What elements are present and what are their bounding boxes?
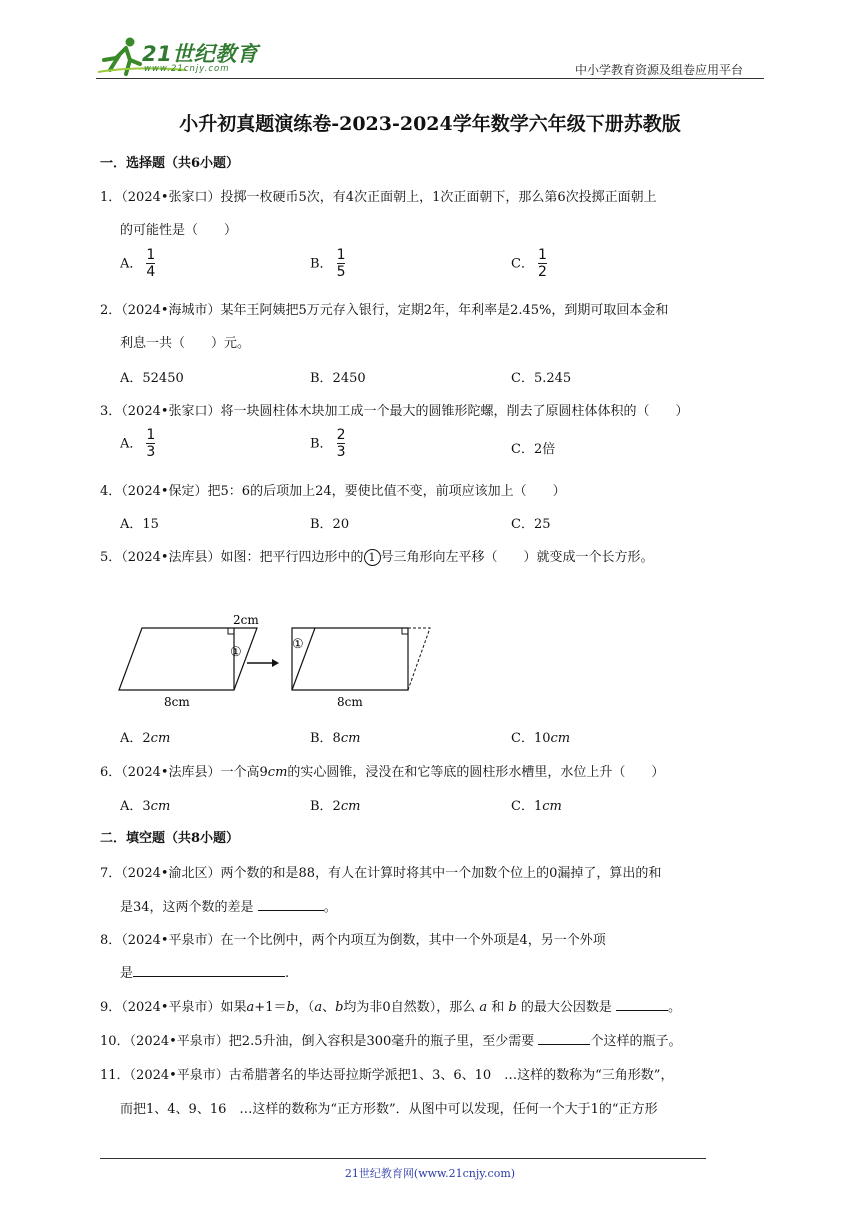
option-value: B．8 — [310, 731, 341, 746]
variable: a — [314, 1000, 323, 1015]
q6-option-c[interactable] — [511, 795, 562, 814]
variable: a — [479, 1000, 488, 1015]
fraction — [337, 428, 346, 460]
q9-text: ，（ — [294, 1000, 315, 1015]
option-value: A．3 — [120, 799, 151, 814]
variable: b — [286, 1000, 295, 1015]
q1-option-a[interactable] — [120, 248, 155, 280]
option-value: B．2 — [310, 799, 341, 814]
q9-text: 的最大公因数是 — [520, 1000, 612, 1015]
q1-stem-line2: 的可能性是（ ） — [120, 223, 238, 238]
fraction-denominator: 3 — [336, 444, 346, 460]
unit: cm — [340, 731, 361, 746]
logo-text: 21世纪教育 — [142, 42, 259, 66]
q9-text: 均为非0自然数），那么 — [343, 1000, 476, 1015]
fraction-numerator: 2 — [336, 427, 346, 443]
q10-stem — [100, 1030, 681, 1049]
q7-stem-line2 — [120, 896, 337, 915]
fraction-numerator: 1 — [537, 247, 547, 263]
fraction — [337, 248, 346, 280]
q8-stem-text: 是 — [120, 966, 134, 981]
right-angle-mark — [402, 628, 408, 634]
q5-option-c[interactable] — [511, 727, 570, 746]
q2-option-c[interactable]: C．5.245 — [511, 371, 572, 386]
q11-stem-line1: 11．（2024•平泉市）古希腊著名的毕达哥拉斯学派把1、3、6、10 …这样的数称为“三角形数”， — [100, 1068, 674, 1083]
fig-base-label-left: 8cm — [164, 695, 190, 709]
q9-text: 9．（2024•平泉市）如果 — [100, 1000, 247, 1015]
q2-stem-line2: 利息一共（ ）元。 — [120, 336, 251, 351]
rectangle-shape — [292, 628, 408, 690]
q3-option-b-label: B． — [310, 436, 333, 452]
q6-stem-part2: 的实心圆锥，浸没在和它等底的圆柱形水槽里，水位上升（ ） — [287, 765, 665, 780]
circled-number: 1 — [364, 549, 381, 566]
q9-stem — [100, 996, 681, 1015]
right-angle-mark — [228, 628, 234, 634]
q9-text: 和 — [491, 1000, 505, 1015]
q3-option-a[interactable] — [120, 428, 155, 460]
q5-stem-part1: 5．（2024•法库县）如图：把平行四边形中的 — [100, 550, 364, 565]
q9-text: +1＝ — [254, 1000, 287, 1015]
fraction-numerator: 1 — [146, 427, 156, 443]
q3-option-a-label: A． — [120, 436, 143, 452]
q1-stem-line1: 1．（2024•张家口）投掷一枚硬币5次，有4次正面朝上，1次正面朝下，那么第6次投掷正面朝上 — [100, 190, 657, 205]
fraction-denominator: 3 — [146, 444, 156, 460]
unit: cm — [150, 799, 171, 814]
answer-blank[interactable] — [258, 898, 324, 911]
q8-stem-line1: 8．（2024•平泉市）在一个比例中，两个内项互为倒数，其中一个外项是4，另一个外项 — [100, 933, 606, 948]
option-value: C．1 — [511, 799, 543, 814]
fig-marker-left: ① — [230, 645, 242, 660]
fig-marker-right: ① — [292, 637, 304, 652]
q2-option-a[interactable]: A．52450 — [120, 371, 184, 386]
q4-option-c[interactable]: C．25 — [511, 517, 551, 532]
fraction-denominator: 2 — [537, 264, 547, 280]
footer-divider — [100, 1158, 706, 1159]
q7-stem-end: 。 — [323, 900, 337, 915]
q6-stem-part1: 6．（2024•法库县）一个高9 — [100, 765, 268, 780]
fraction — [146, 248, 155, 280]
q5-stem — [100, 546, 654, 566]
q1-option-b[interactable] — [310, 248, 345, 280]
q9-stem-end: 。 — [668, 1000, 682, 1015]
fraction — [146, 428, 155, 460]
q3-option-b[interactable] — [310, 428, 345, 460]
q4-stem: 4．（2024•保定）把5：6的后项加上24，要使比值不变，前项应该加上（ ） — [100, 484, 566, 499]
variable: b — [335, 1000, 344, 1015]
answer-blank[interactable] — [538, 1032, 590, 1045]
header-divider — [96, 78, 764, 79]
q1-option-b-label: B． — [310, 256, 333, 272]
option-value: C．10 — [511, 731, 551, 746]
q3-option-c[interactable]: C．2倍 — [511, 442, 556, 457]
q2-stem-line1: 2．（2024•海城市）某年王阿姨把5万元存入银行，定期2年，年利率是2.45%，到期可取回本金和 — [100, 303, 669, 318]
q8-stem-line2 — [120, 962, 289, 981]
arrow-head-icon — [272, 659, 279, 667]
q1-option-a-label: A． — [120, 256, 143, 272]
fig-top-label: 2cm — [233, 613, 259, 627]
q7-stem-line1: 7．（2024•渝北区）两个数的和是88，有人在计算时将其中一个加数个位上的0漏掉了，算出的和 — [100, 866, 662, 881]
fraction-denominator: 5 — [336, 264, 346, 280]
answer-blank[interactable] — [616, 998, 668, 1011]
fraction-denominator: 4 — [146, 264, 156, 280]
fraction-numerator: 1 — [146, 247, 156, 263]
q6-option-a[interactable] — [120, 795, 170, 814]
header-platform: 中小学教育资源及组卷应用平台 — [575, 63, 744, 77]
q5-option-a[interactable] — [120, 727, 170, 746]
dashed-triangle — [408, 628, 430, 690]
fig-base-label-right: 8cm — [337, 695, 363, 709]
answer-blank[interactable] — [133, 964, 285, 977]
unit: cm — [150, 731, 171, 746]
q1-option-c[interactable] — [511, 248, 547, 280]
q9-text: 、 — [322, 1000, 336, 1015]
q10-text: 10．（2024•平泉市）把2.5升油，倒入容积是300毫升的瓶子里，至少需要 — [100, 1034, 535, 1049]
variable: a — [246, 1000, 255, 1015]
page-title: 小升初真题演练卷-2023-2024学年数学六年级下册苏教版 — [179, 113, 681, 135]
q10-stem-end: 个这样的瓶子。 — [590, 1034, 682, 1049]
q3-stem: 3．（2024•张家口）将一块圆柱体木块加工成一个最大的圆锥形陀螺，削去了原圆柱体体积的（ ） — [100, 404, 689, 419]
q5-option-b[interactable] — [310, 727, 360, 746]
q7-stem-text: 是34，这两个数的差是 — [120, 900, 254, 915]
fraction-numerator: 1 — [336, 247, 346, 263]
q6-option-b[interactable] — [310, 795, 360, 814]
q2-option-b[interactable]: B．2450 — [310, 371, 366, 386]
fraction — [538, 248, 547, 280]
q1-option-c-label: C． — [511, 256, 534, 272]
option-value: A．2 — [120, 731, 151, 746]
section-heading-choice: 一．选择题（共6小题） — [100, 156, 240, 171]
footer-link[interactable]: 21世纪教育网(www.21cnjy.com) — [344, 1167, 516, 1180]
unit: cm — [267, 765, 288, 780]
q8-stem-end: . — [285, 966, 290, 981]
q5-stem-part2: 号三角形向左平移（ ）就变成一个长方形。 — [380, 550, 654, 565]
logo-url: www.21cnjy.com — [144, 64, 230, 74]
unit: cm — [340, 799, 361, 814]
q6-stem — [100, 761, 664, 780]
section-heading-fill: 二．填空题（共8小题） — [100, 831, 240, 846]
q11-stem-line2: 而把1、4、9、16 …这样的数称为“正方形数”．从图中可以发现，任何一个大于1的“正方形 — [120, 1102, 658, 1117]
q4-option-a[interactable]: A．15 — [120, 517, 159, 532]
q4-option-b[interactable]: B．20 — [310, 517, 350, 532]
unit: cm — [542, 799, 562, 814]
q5-parallelogram-figure — [112, 606, 442, 716]
variable: b — [508, 1000, 517, 1015]
unit: cm — [550, 731, 571, 746]
